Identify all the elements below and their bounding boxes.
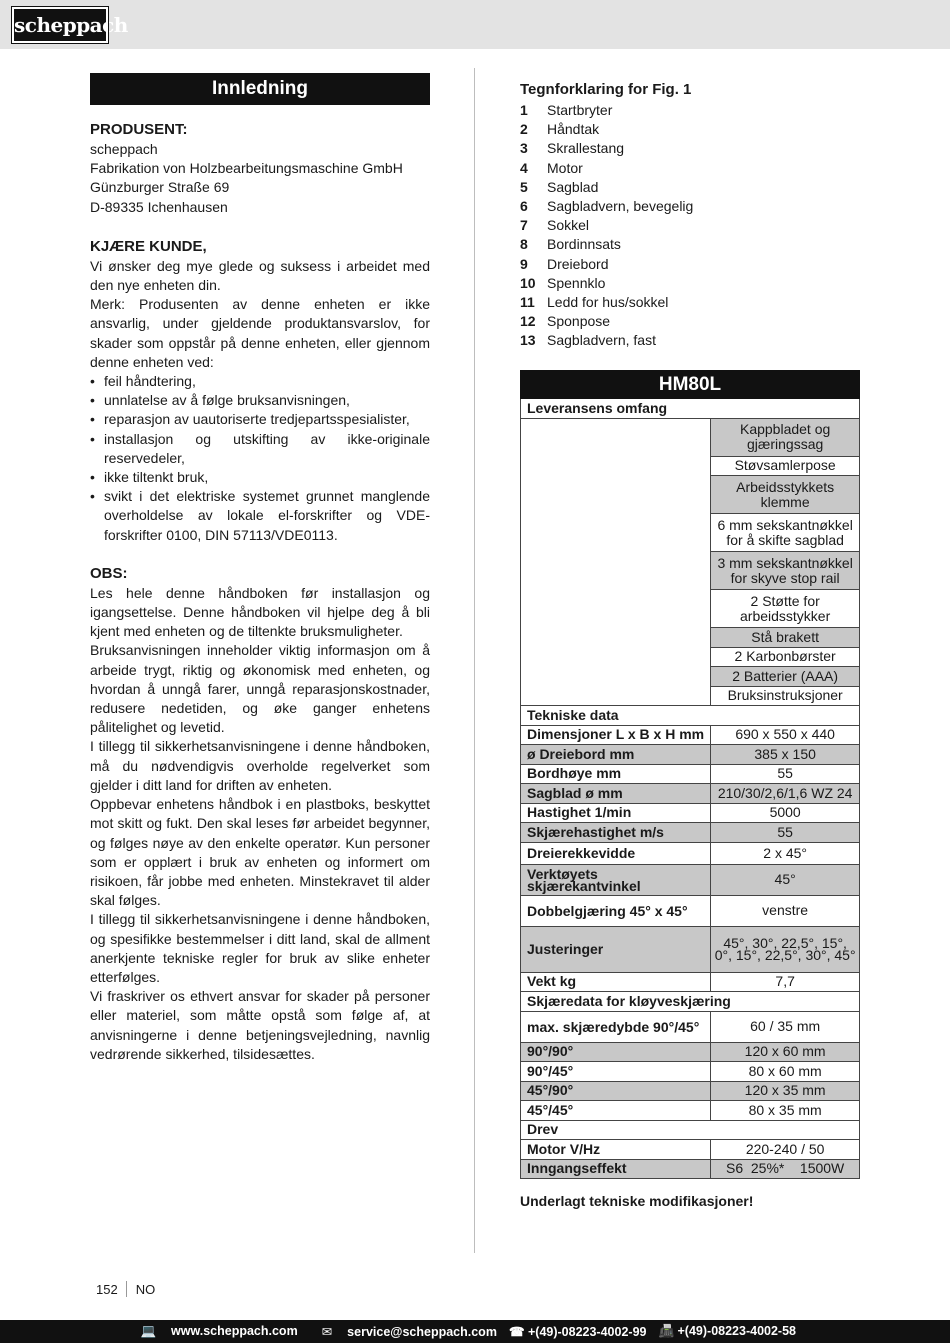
spec-table — [520, 370, 860, 1179]
spec-value: 120 x 35 mm — [711, 1081, 860, 1101]
footer-fax: 📠 +(49)-08223-4002-58 — [658, 1324, 796, 1338]
spec-value: 220-240 / 50 — [711, 1140, 860, 1160]
spec-label: Verktøyets skjærekantvinkel — [521, 864, 711, 895]
scope-item: 2 Støtte for arbeidsstykker — [711, 590, 860, 628]
producer-line: scheppach — [90, 141, 158, 157]
legend-item: 10 Spennklo — [520, 274, 606, 291]
legend-title: Tegnforklaring for Fig. 1 — [520, 81, 692, 98]
footer-phone: ☎ +(49)-08223-4002-99 — [508, 1325, 647, 1339]
spec-value: 7,7 — [711, 972, 860, 992]
cut-heading: Skjæredata for kløyveskjæring — [521, 992, 860, 1012]
liability-list — [90, 372, 430, 545]
column-divider — [474, 68, 475, 1253]
spec-value: 2 x 45° — [711, 842, 860, 864]
legend-item: 5 Sagblad — [520, 178, 599, 195]
list-item: • reparasjon av uautoriserte tredjepartsspesialister, — [90, 410, 430, 429]
legend-item: 9 Dreiebord — [520, 255, 609, 272]
spec-value: 385 x 150 — [711, 745, 860, 765]
spec-label: Hastighet 1/min — [521, 803, 711, 823]
spec-label: 45°/90° — [521, 1081, 711, 1101]
spec-label: max. skjæredybde 90°/45° — [521, 1011, 711, 1042]
spec-value: 45° — [711, 864, 860, 895]
producer-line: D-89335 Ichenhausen — [90, 198, 228, 215]
legend-item: 12 Sponpose — [520, 313, 611, 330]
producer-line: Günzburger Straße 69 — [90, 179, 230, 196]
spec-label: Inngangseffekt — [521, 1159, 711, 1179]
spec-value: 5000 — [711, 803, 860, 823]
customer-paragraph: Vi ønsker deg mye glede og suksess i arbeidet med den nye enheten din. — [90, 257, 430, 294]
list-item: • unnlatelse av å følge bruksanvisningen, — [90, 391, 430, 410]
modification-note: Underlagt tekniske modifikasjoner! — [520, 1193, 754, 1209]
spec-value: 60 / 35 mm — [711, 1011, 860, 1042]
legend-item: 11 Ledd for hus/sokkel — [520, 294, 669, 311]
page-language: NO — [135, 1281, 156, 1297]
legend-item: 8 Bordinnsats — [520, 236, 621, 253]
producer-line: Fabrikation von Holzbearbeitungsmaschine GmbH — [90, 160, 403, 177]
scope-item: 2 Karbonbørster — [711, 647, 860, 667]
spec-value: 210/30/2,6/1,6 WZ 24 — [711, 784, 860, 804]
spec-value: 45°, 30°, 22,5°, 15°, 0°, 15°, 22,5°, 30°, 45° — [711, 926, 860, 972]
legend-item: 2 Håndtak — [520, 121, 600, 138]
computer-icon: 💻 — [140, 1324, 157, 1338]
spec-label: 90°/45° — [521, 1062, 711, 1082]
scope-item: 6 mm sekskantnøkkel for å skifte sagblad — [711, 514, 860, 552]
page-number-value: 152 — [96, 1281, 118, 1297]
spec-label: Dreierekkevidde — [521, 842, 711, 864]
header-bar — [0, 0, 950, 49]
spec-label: Dobbelgjæring 45° x 45° — [521, 895, 711, 926]
spec-value: 80 x 60 mm — [711, 1062, 860, 1082]
spec-value: 55 — [711, 823, 860, 843]
spec-label: Sagblad ø mm — [521, 784, 711, 804]
spec-label: Skjærehastighet m/s — [521, 823, 711, 843]
spec-label: Dimensjoner L x B x H mm — [521, 725, 711, 745]
producer-heading: PRODUSENT: — [90, 121, 188, 138]
spec-label: 45°/45° — [521, 1101, 711, 1121]
obs-paragraph: Oppbevar enhetens håndbok i en plastboks, beskyttet mot skitt og fukt. Den skal leses før arbeidet begynner, og følges nøye av den enkelte operatør. Kun personer som er opplært i bruk av enheten og informert om risikoen, får jobbe med enheten. Minstekravet til alder skal følges. — [90, 796, 430, 909]
legend-item: 4 Motor — [520, 159, 583, 176]
scope-item: Stå brakett — [711, 628, 860, 648]
spec-value: 120 x 60 mm — [711, 1042, 860, 1062]
spec-value: 690 x 550 x 440 — [711, 725, 860, 745]
customer-paragraph: Merk: Produsenten av denne enheten er ikke ansvarlig, under gjeldende produktansvarslov, for skader som oppstår på denne enheten, eller gjennom denne enheten ved: — [90, 296, 430, 370]
drive-heading: Drev — [521, 1120, 860, 1140]
legend-item: 3 Skrallestang — [520, 140, 625, 157]
spec-value: venstre — [711, 895, 860, 926]
list-item: • svikt i det elektriske systemet grunnet manglende overholdelse av lokale el-forskrifter og VDE-forskrifter 0100, DIN 57113/VDE0113. — [90, 487, 430, 545]
section-title: Innledning — [90, 73, 430, 105]
list-item: • feil håndtering, — [90, 372, 430, 391]
scheppach-logo: scheppach — [12, 7, 108, 43]
footer-web[interactable]: 💻 www.scheppach.com — [140, 1324, 298, 1338]
scope-item: Støvsamlerpose — [711, 456, 860, 476]
scope-item: Arbeidsstykkets klemme — [711, 476, 860, 514]
obs-paragraph: Les hele denne håndboken før installasjon og igangsettelse. Denne håndboken vil hjelpe deg å bli kjent med enheten og de tiltenkte bruksmuligheter. — [90, 584, 430, 640]
spec-label: ø Dreiebord mm — [521, 745, 711, 765]
list-item: • ikke tiltenkt bruk, — [90, 468, 430, 487]
scope-item: Kappbladet og gjæringssag — [711, 418, 860, 456]
obs-paragraph: I tillegg til sikkerhetsanvisningene i denne håndboken, må du nødvendigvis overholde regelverket som gjelder i ditt land for driften av enheten. — [90, 738, 430, 793]
footer-email[interactable]: ✉ service@scheppach.com — [321, 1325, 497, 1339]
introduction-column — [90, 73, 430, 1064]
obs-paragraph: I tillegg til sikkerhetsanvisningene i denne håndboken, og spesifikke bestemmelser i ditt land, skal de allment anerkjente tekniske regler for bruk av slike enheter etterfølges. — [90, 911, 430, 985]
obs-heading: OBS: — [90, 564, 128, 582]
spec-value: S6 25%* 1500W — [711, 1159, 860, 1179]
legend-item: 1 Startbryter — [520, 102, 613, 118]
tech-heading: Tekniske data — [521, 706, 860, 726]
spec-label: Motor V/Hz — [521, 1140, 711, 1160]
spec-label: Vekt kg — [521, 972, 711, 992]
list-item: • installasjon og utskifting av ikke-originale reservedeler, — [90, 430, 430, 468]
legend-item: 7 Sokkel — [520, 217, 590, 234]
legend-item: 6 Sagbladvern, bevegelig — [520, 198, 694, 215]
spec-value: 55 — [711, 764, 860, 784]
spec-label: Justeringer — [521, 926, 711, 972]
obs-paragraph: Vi fraskriver os ethvert ansvar for skader på personer eller materiel, som måtte opstå som følge af, at anvisningerne i denne betjeningsvejledning, navnlig vedrørende sikkerhed, tilsidesættes. — [90, 988, 430, 1062]
customer-heading: KJÆRE KUNDE, — [90, 237, 207, 255]
footer-bar — [0, 1320, 950, 1343]
spec-value: 80 x 35 mm — [711, 1101, 860, 1121]
page-number — [96, 1281, 155, 1297]
scope-item: 3 mm sekskantnøkkel for skyve stop rail — [711, 552, 860, 590]
scope-item: Bruksinstruksjoner — [711, 686, 860, 706]
legend-block — [520, 79, 860, 351]
obs-paragraph: Bruksanvisningen inneholder viktig informasjon om å arbeide trygt, riktig og økonomisk med enheten, og hvordan å unngå farer, unngå reparasjonskostnader, redusere nedetiden, og øke ganger enhetens pålitelighet og levetid. — [90, 642, 430, 736]
spec-label: 90°/90° — [521, 1042, 711, 1062]
scope-item: 2 Batterier (AAA) — [711, 667, 860, 687]
scope-heading: Leveransens omfang — [521, 399, 860, 419]
legend-item: 13 Sagbladvern, fast — [520, 332, 656, 349]
spec-label: Bordhøye mm — [521, 764, 711, 784]
model-title: HM80L — [521, 371, 860, 399]
mail-icon: ✉ — [321, 1325, 333, 1339]
scope-spacer — [521, 418, 711, 706]
